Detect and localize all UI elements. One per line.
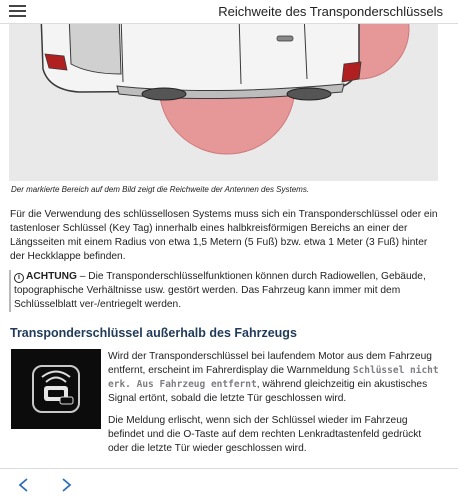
figure-caption: Der markierte Bereich auf dem Bild zeigt die Reichweite der Antennen des Systems. xyxy=(11,185,310,194)
bottom-navigation xyxy=(0,468,458,500)
warning-text: – Die Transponderschlüsselfunktionen können durch Radiowellen, Gebäude, topographische Verhältnisse usw. gestört werden. Das Fahrzeug kann immer mit dem Schlüsselblatt ver-/entriegelt werden. xyxy=(14,271,426,310)
hamburger-menu-icon[interactable] xyxy=(9,5,26,18)
rear-wheel xyxy=(142,88,186,100)
chevron-left-icon[interactable] xyxy=(17,477,31,493)
warning-label: ACHTUNG xyxy=(26,271,77,282)
key-removed-paragraph xyxy=(108,350,444,406)
key-outside-car-icon xyxy=(11,349,101,429)
side-wheel xyxy=(287,88,331,100)
key-removed-text-end: , während gleichzeitig ein akustisches Signal ertönt, sobald die letzte Tür geschlossen wird. xyxy=(108,379,428,404)
message-cleared-paragraph: Die Meldung erlischt, wenn sich der Schlüssel wieder im Fahrzeug befindet und die O-Taste auf dem rechten Lenkradtastenfeld gedrückt oder die letzte Tür wieder geschlossen wird. xyxy=(108,415,422,454)
page-title: Reichweite des Transponderschlüssels xyxy=(218,4,443,19)
key-removed-text-start: Wird der Transponderschlüssel bei laufendem Motor aus dem Fahrzeug entfernt, erscheint im Fahrerdisplay die Warnmeldung xyxy=(108,351,432,376)
chevron-right-icon[interactable] xyxy=(59,477,73,493)
car-top-view-image xyxy=(9,24,438,181)
info-icon: i xyxy=(14,273,24,283)
display-warning-message: Schlüssel nicht erk. Aus Fahrzeug entfernt xyxy=(108,365,439,390)
section-heading: Transponderschlüssel außerhalb des Fahrzeugs xyxy=(10,326,297,340)
top-bar xyxy=(0,0,458,24)
warning-note xyxy=(9,270,441,312)
range-illustration xyxy=(9,24,438,181)
intro-paragraph: Für die Verwendung des schlüssellosen Systems muss sich ein Transponderschlüssel oder ein tastenloser Schlüssel (Key Tag) innerhalb eines halbkreisförmigen Bereichs an einer der Längsseiten mit einem Radius von etwa 1,5 Metern (5 Fuß) bzw. etwa 1 Meter (3 Fuß) hinter der Heckklappe befinden. xyxy=(10,209,438,262)
